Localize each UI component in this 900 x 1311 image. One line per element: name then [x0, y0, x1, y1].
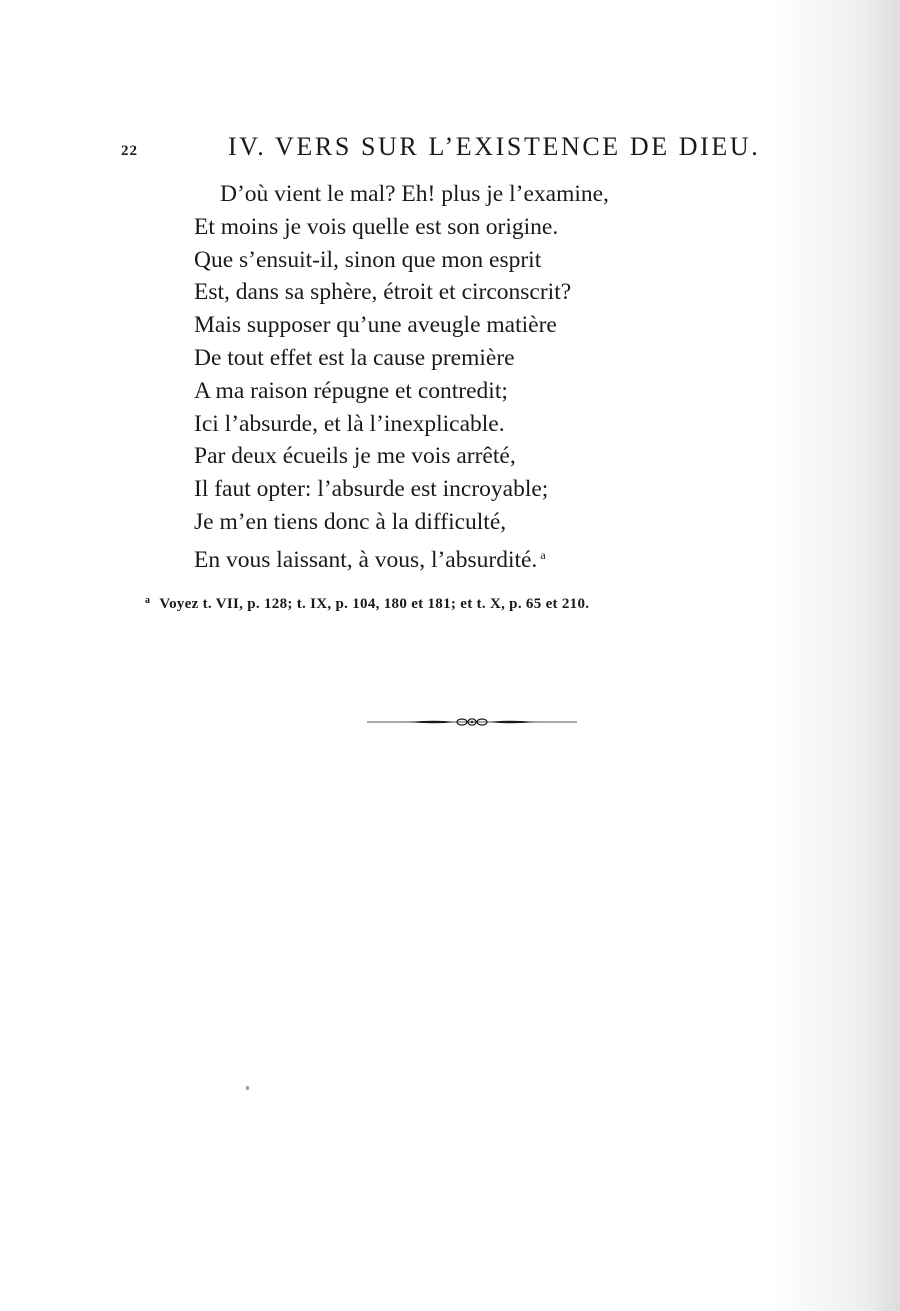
paper-speck — [246, 1086, 249, 1090]
poem-line: Je m’en tiens donc à la difficulté, — [194, 508, 507, 535]
page-edge-shadow — [770, 0, 900, 1311]
footnote — [145, 595, 589, 613]
section-heading: IV. VERS SUR L’EXISTENCE DE DIEU. — [228, 132, 761, 161]
poem-line: Ici l’absurde, et là l’inexplicable. — [194, 410, 505, 437]
footnote-reference[interactable]: a — [540, 547, 546, 562]
footnote-text: Voyez t. VII, p. 128; t. IX, p. 104, 180 et 181; et t. X, p. 65 et 210. — [159, 596, 590, 612]
poem-line: Par deux écueils je me vois arrêté, — [194, 443, 516, 470]
poem-line: Est, dans sa sphère, étroit et circonscrit? — [194, 279, 572, 306]
poem-line: De tout effet est la cause première — [194, 344, 515, 371]
poem-line: Que s’ensuit-il, sinon que mon esprit — [194, 246, 542, 273]
poem-line: D’où vient le mal? Eh! plus je l’examine, — [220, 181, 609, 207]
poem-line: Et moins je vois quelle est son origine. — [194, 213, 559, 240]
poem-line: Il faut opter: l’absurde est incroyable; — [194, 476, 549, 503]
poem-line: Mais supposer qu’une aveugle matière — [194, 312, 557, 339]
footnote-marker: a — [145, 595, 151, 606]
ornamental-rule-icon — [367, 714, 577, 730]
poem-line-text: En vous laissant, à vous, l’absurdité. — [194, 546, 538, 573]
poem-last-line — [194, 539, 609, 572]
page-number: 22 — [121, 143, 138, 159]
poem-line: A ma raison répugne et contredit; — [194, 377, 508, 404]
poem — [194, 178, 609, 572]
